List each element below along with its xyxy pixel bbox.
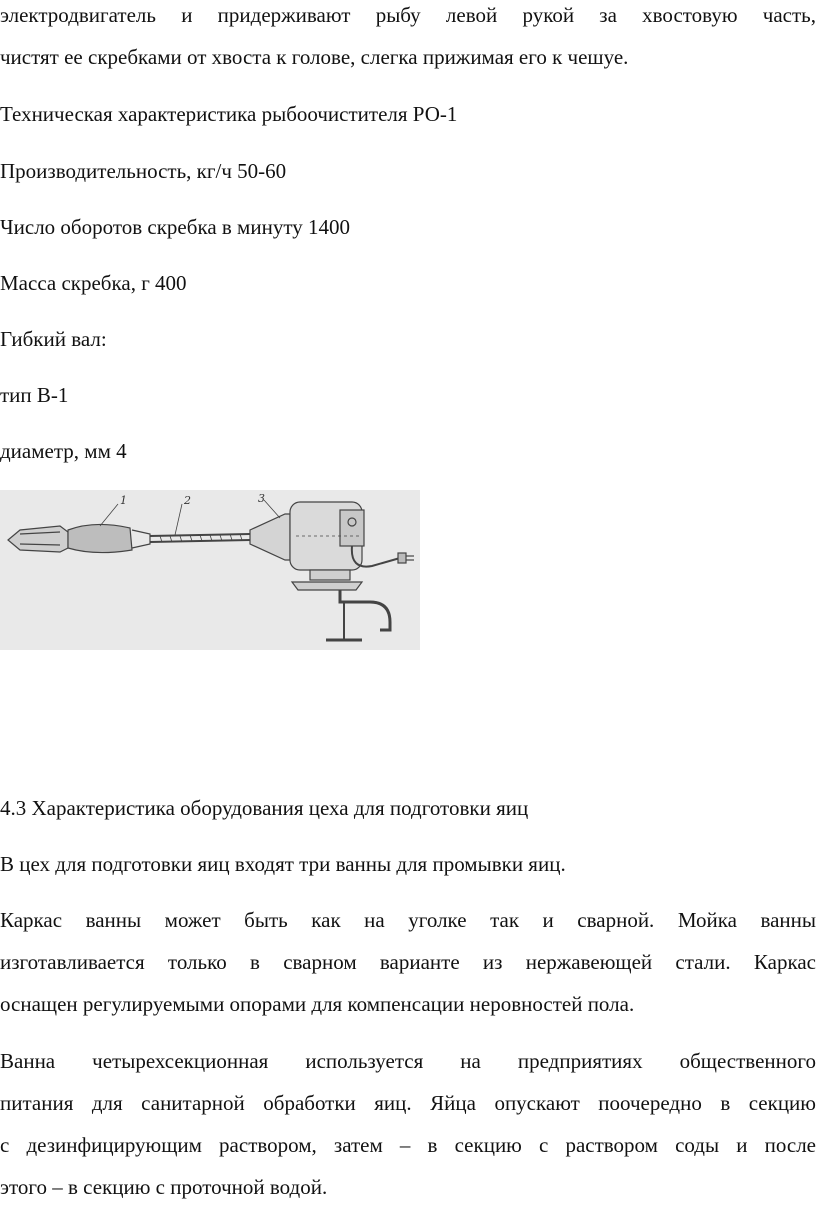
spec-shaft-type: тип В-1 [0,383,69,407]
spec-productivity: Производительность, кг/ч 50-60 [0,159,287,183]
fish-scaler-drawing [0,490,420,650]
intro-line-1: электродвигатель и придерживают рыбу левой рукой за хвостовую часть, [0,3,816,27]
paragraph-2-line: изготавливается только в сварном варианте из нержавеющей стали. Каркас [0,950,816,974]
intro-line-2: чистят ее скребками от хвоста к голове, слегка прижимая его к чешуе. [0,45,629,69]
spec-mass: Масса скребка, г 400 [0,271,187,295]
figure-label-3: 3 [258,492,265,505]
fish-scaler-illustration [0,490,420,650]
spec-rpm: Число оборотов скребка в минуту 1400 [0,215,350,239]
spec-shaft-diameter: диаметр, мм 4 [0,439,127,463]
paragraph-3-line: Ванна четырехсекционная используется на предприятиях общественного [0,1049,816,1073]
spec-shaft-heading: Гибкий вал: [0,327,107,351]
spec-title: Техническая характеристика рыбоочистителя РО-1 [0,102,458,126]
figure-label-1: 1 [120,494,127,507]
section-paragraph-1: В цех для подготовки яиц входят три ванны для промывки яиц. [0,852,566,876]
paragraph-3-line: питания для санитарной обработки яиц. Яйца опускают поочередно в секцию [0,1091,816,1115]
figure-label-2: 2 [184,494,191,507]
paragraph-3-line: с дезинфицирующим раствором, затем – в секцию с раствором соды и после [0,1133,816,1157]
paragraph-2-line: Каркас ванны может быть как на уголке так и сварной. Мойка ванны [0,908,816,932]
section-heading: 4.3 Характеристика оборудования цеха для подготовки яиц [0,796,529,820]
paragraph-3-line: этого – в секцию с проточной водой. [0,1175,328,1199]
paragraph-2-line: оснащен регулируемыми опорами для компенсации неровностей пола. [0,992,635,1016]
